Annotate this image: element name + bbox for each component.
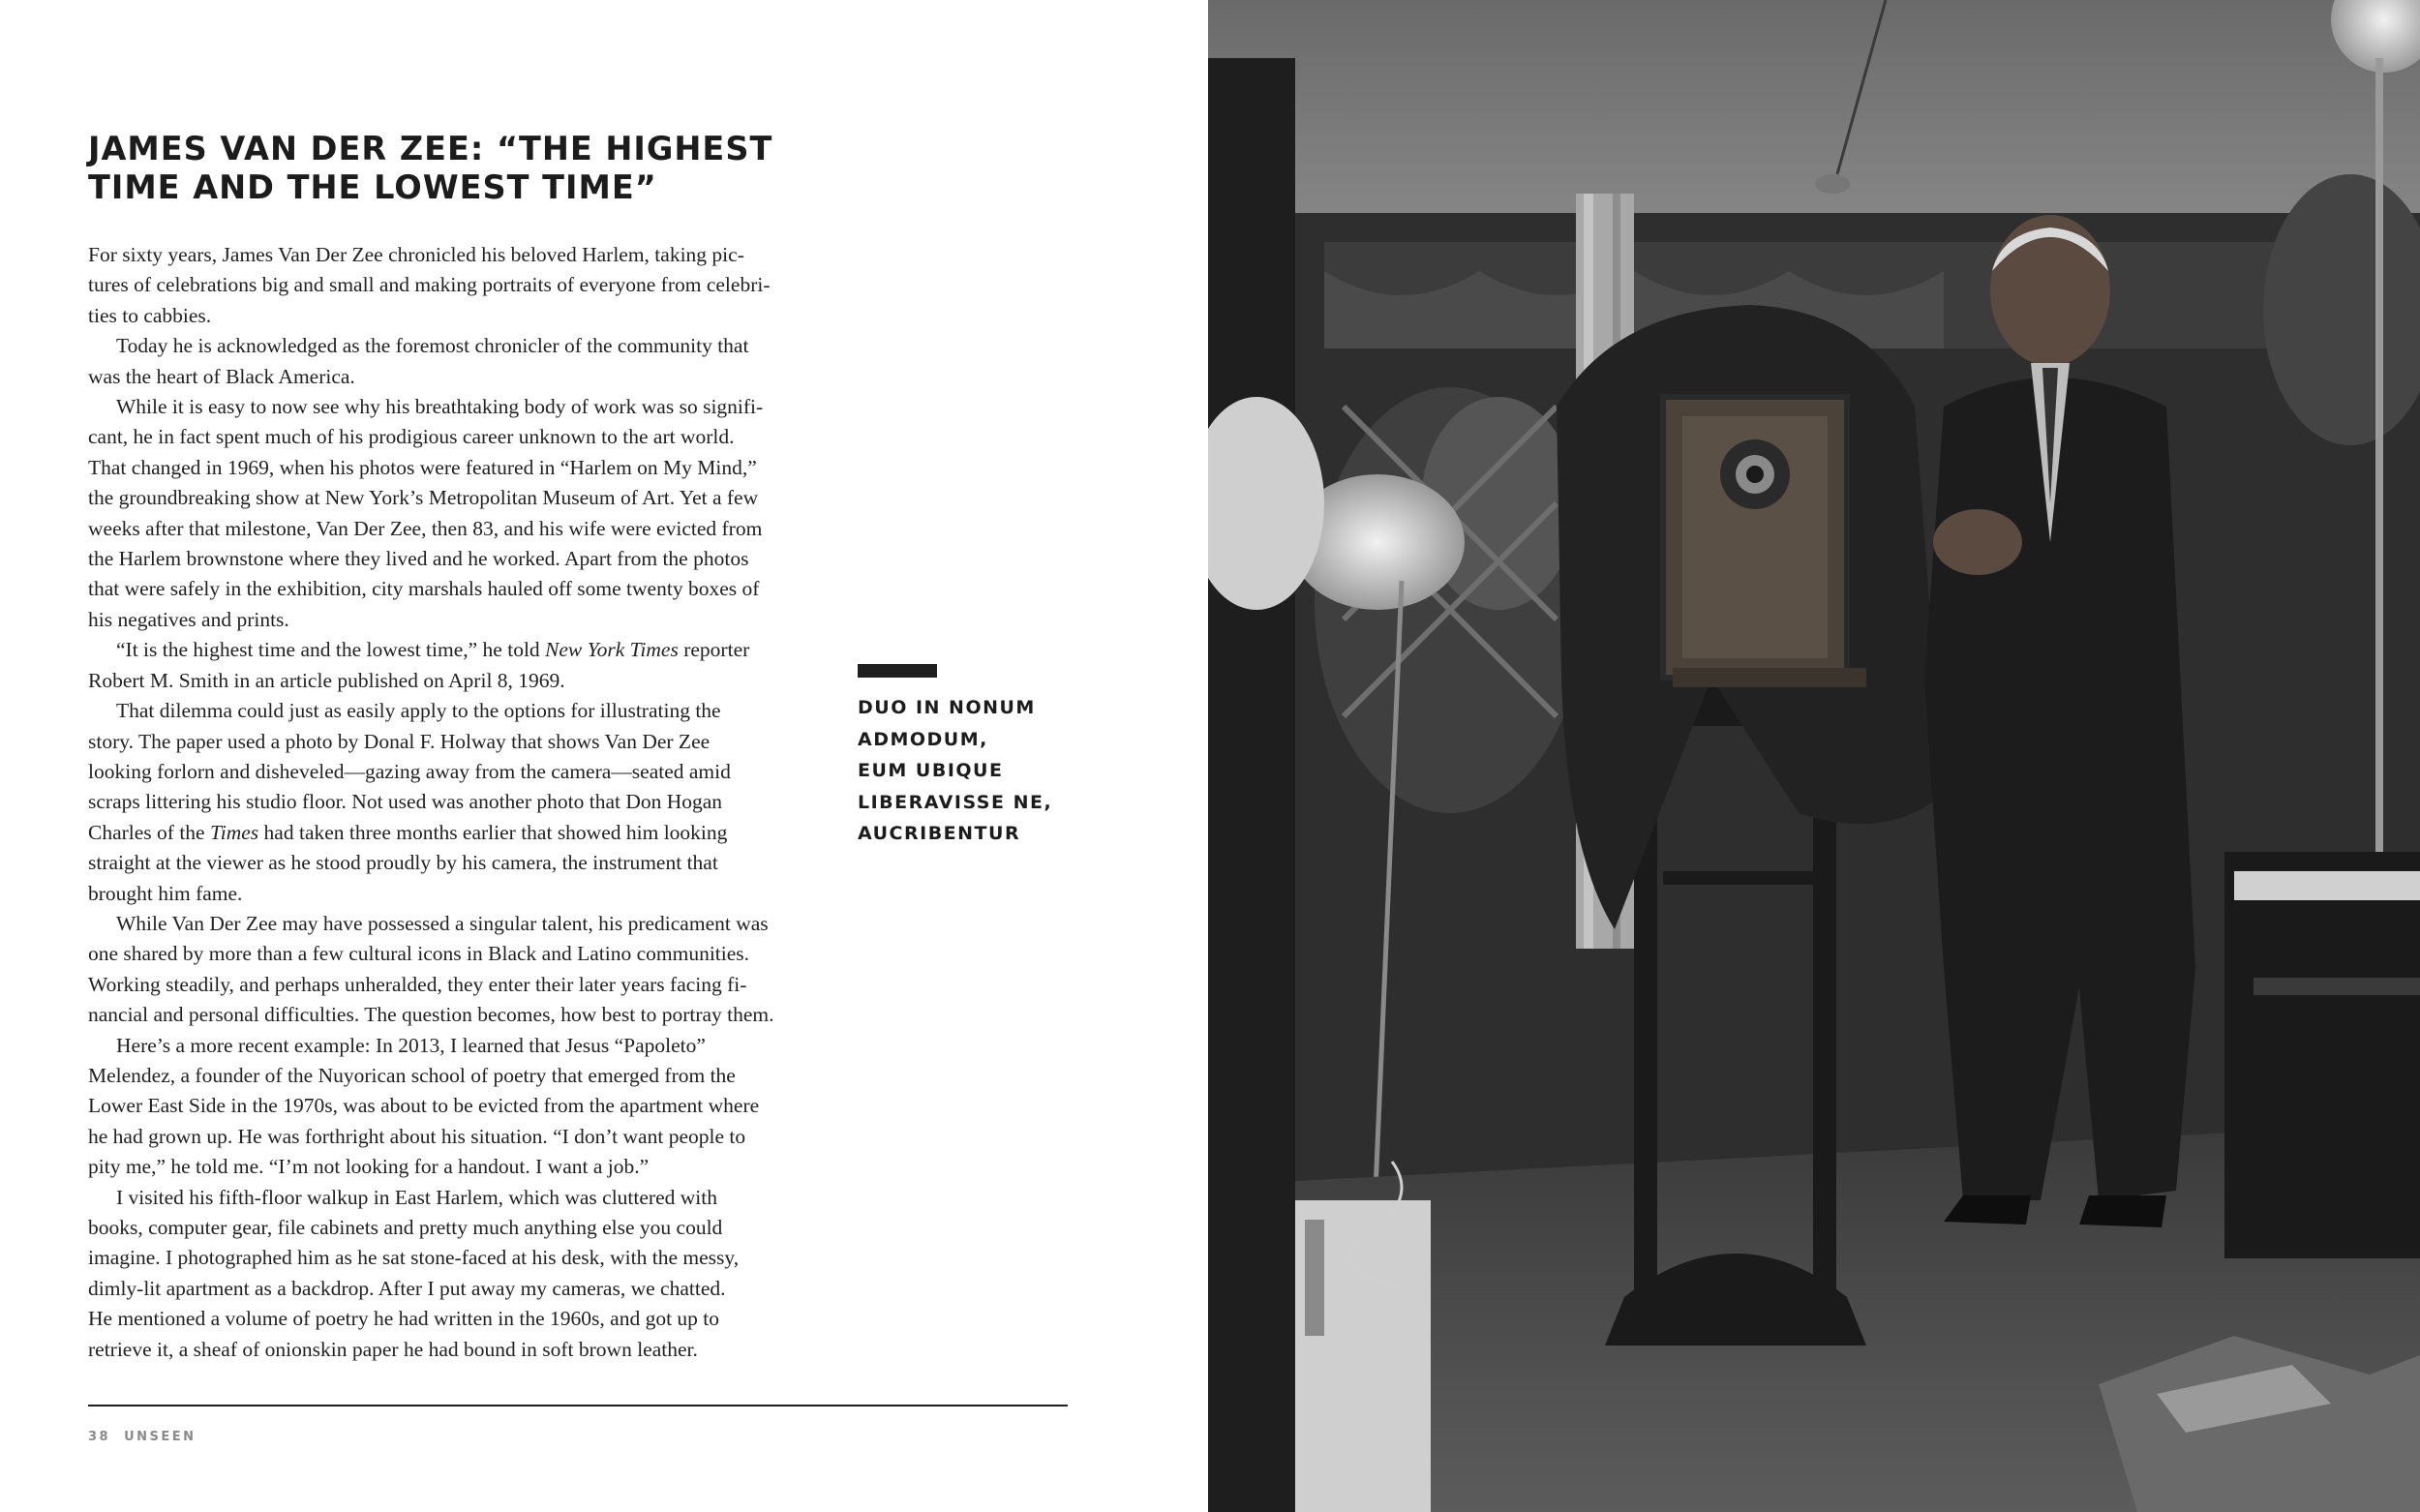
body-line: nancial and personal difficulties. The question becomes, how best to portray them. xyxy=(88,1003,774,1027)
body-line: story. The paper used a photo by Donal F. Holway that shows Van Der Zee xyxy=(88,729,711,753)
body-line: While Van Der Zee may have possessed a singular talent, his predicament was xyxy=(116,911,769,935)
publication-name: Times xyxy=(209,820,259,844)
body-line: straight at the viewer as he stood proudly by his camera, the instrument that xyxy=(88,851,718,875)
footer-rule xyxy=(88,1405,1068,1406)
body-line: retrieve it, a sheaf of onionskin paper he had bound in soft brown leather. xyxy=(88,1337,698,1361)
body-line: his negatives and prints. xyxy=(88,607,289,631)
pull-quote-line: ADMODUM, xyxy=(858,728,988,750)
body-line: Melendez, a founder of the Nuyorican school of poetry that emerged from the xyxy=(88,1063,736,1087)
body-line-segment: had taken three months earlier that showed him looking xyxy=(258,820,728,844)
body-line: looking forlorn and disheveled—gazing away from the camera—seated amid xyxy=(88,759,731,783)
body-line: ties to cabbies. xyxy=(88,303,212,327)
body-line: That changed in 1969, when his photos were featured in “Harlem on My Mind,” xyxy=(88,455,757,479)
body-line: he had grown up. He was forthright about his situation. “I don’t want people to xyxy=(88,1124,746,1148)
folio xyxy=(88,1430,197,1444)
pull-quote-line: LIBERAVISSE NE, xyxy=(858,791,1053,813)
body-line xyxy=(88,818,824,848)
body-line: that were safely in the exhibition, city marshals hauled off some twenty boxes of xyxy=(88,577,760,601)
body-line: tures of celebrations big and small and making portraits of everyone from celebri- xyxy=(88,273,771,297)
pull-quote-line: DUO IN NONUM xyxy=(858,697,1036,718)
body-line: imagine. I photographed him as he sat stone-faced at his desk, with the messy, xyxy=(88,1246,740,1270)
article-headline: JAMES VAN DER ZEE: “THE HIGHEST TIME AND THE LOWEST TIME” xyxy=(88,130,773,206)
body-line: That dilemma could just as easily apply to the options for illustrating the xyxy=(116,699,721,723)
section-name: UNSEEN xyxy=(124,1430,197,1444)
body-line: pity me,” he told me. “I’m not looking for a handout. I want a job.” xyxy=(88,1155,650,1179)
body-line-segment: reporter xyxy=(678,638,750,662)
body-line: I visited his fifth-floor walkup in East Harlem, which was cluttered with xyxy=(116,1185,717,1209)
pull-quote xyxy=(858,692,1148,850)
body-line: weeks after that milestone, Van Der Zee, then 83, and his wife were evicted from xyxy=(88,516,763,540)
body-line: cant, he in fact spent much of his prodigious career unknown to the art world. xyxy=(88,425,735,449)
body-line: was the heart of Black America. xyxy=(88,364,355,388)
body-line: Robert M. Smith in an article published on April 8, 1969. xyxy=(88,668,565,692)
body-line: While it is easy to now see why his breathtaking body of work was so signifi- xyxy=(116,395,764,419)
body-line xyxy=(88,635,824,665)
publication-name: New York Times xyxy=(545,638,679,662)
van-der-zee-photograph xyxy=(1208,0,2420,1512)
article-body xyxy=(88,240,824,1365)
body-line: Here’s a more recent example: In 2013, I learned that Jesus “Papoleto” xyxy=(116,1033,706,1057)
page-number: 38 xyxy=(88,1430,111,1444)
body-line-segment: “It is the highest time and the lowest time,” he told xyxy=(116,638,546,662)
body-line: Working steadily, and perhaps unheralded, they enter their later years facing fi- xyxy=(88,972,747,996)
body-line: He mentioned a volume of poetry he had written in the 1960s, and got up to xyxy=(88,1307,720,1331)
left-page xyxy=(0,0,1208,1512)
body-line: Today he is acknowledged as the foremost chronicler of the community that xyxy=(116,334,749,358)
body-line-segment: Charles of the xyxy=(88,820,210,844)
pull-quote-rule xyxy=(858,664,937,678)
body-line: books, computer gear, file cabinets and pretty much anything else you could xyxy=(88,1216,723,1239)
pull-quote-line: AUCRIBENTUR xyxy=(858,823,1021,844)
body-line: Lower East Side in the 1970s, was about to be evicted from the apartment where xyxy=(88,1094,760,1118)
body-line: scraps littering his studio floor. Not used was another photo that Don Hogan xyxy=(88,790,723,814)
body-line: one shared by more than a few cultural icons in Black and Latino communities. xyxy=(88,942,750,966)
body-line: the Harlem brownstone where they lived and he worked. Apart from the photos xyxy=(88,547,749,571)
body-line: brought him fame. xyxy=(88,881,243,905)
body-line: For sixty years, James Van Der Zee chronicled his beloved Harlem, taking pic- xyxy=(88,243,744,266)
body-line: dimly-lit apartment as a backdrop. After I put away my cameras, we chatted. xyxy=(88,1276,726,1300)
body-line: the groundbreaking show at New York’s Metropolitan Museum of Art. Yet a few xyxy=(88,486,759,510)
photo-page xyxy=(1208,0,2420,1512)
pull-quote-line: EUM UBIQUE xyxy=(858,760,1004,781)
